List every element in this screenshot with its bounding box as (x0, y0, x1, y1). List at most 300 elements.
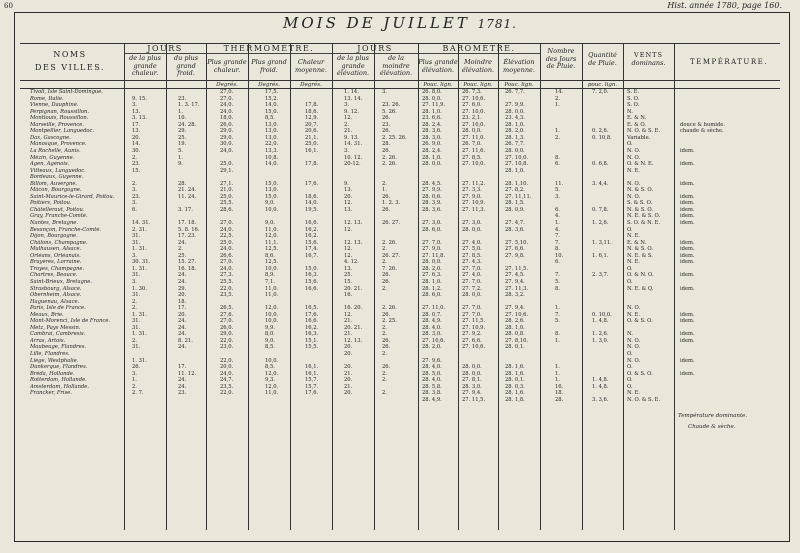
cell-bmoy: 27. 8,10. (505, 337, 529, 344)
cell-pgfr: 11,0. (265, 292, 279, 299)
cell-name: Bruyères, Lorraine. (30, 259, 82, 266)
cell-pluie: 7. (555, 239, 560, 246)
cell-froid: 11. 12. (178, 370, 197, 377)
cell-jmoin: 2. (382, 370, 387, 377)
cell-name: Mézin, Guyenne. (30, 154, 75, 161)
cell-bmoy: 27. 10,0. (505, 154, 529, 161)
cell-name: Orléans, Orléanais. (30, 252, 81, 259)
cell-pgch: 29,0. (220, 134, 234, 141)
cell-bmoy: 28. 1,6. (505, 370, 525, 377)
cell-pgfr: 9,0. (265, 200, 275, 207)
cell-chaud: 20. (132, 134, 141, 141)
col-header-jours-pluie: Nombre des Jours de Pluie. (545, 47, 577, 70)
cell-pluie: 6. (555, 161, 560, 168)
cell-vent: E. & N. (627, 115, 647, 122)
cell-pgfr: 14,0. (265, 102, 279, 109)
cell-bmoin: 27. 11,0. (462, 134, 486, 141)
cell-bmoin: 27. 10,6. (462, 344, 486, 351)
cell-froid: 23. (178, 390, 187, 397)
cell-pgch: 21,0. (220, 187, 234, 194)
cell-bmoin: 27. 8,1. (462, 377, 482, 384)
cell-chaud: 14. (132, 141, 141, 148)
cell-bmoy: 27. 10,8. (505, 161, 529, 168)
cell-bmoy: 26. 7,7. (505, 141, 525, 148)
cell-pluie: 1. (555, 102, 560, 109)
cell-bplus: 27. 9,0. (422, 246, 442, 253)
cell-froid: 19. (178, 141, 187, 148)
cell-chaud: 26. (132, 364, 141, 371)
cell-pgfr: 8,5. (265, 344, 275, 351)
cell-qte: 1. 3,0. (592, 337, 609, 344)
cell-qte: 1. 4,8. (592, 383, 609, 390)
cell-pgfr: 15,2. (265, 95, 279, 102)
col-header-quantite-pluie: Quantité de Pluie. (588, 51, 617, 67)
cell-froid: 24. (178, 344, 187, 351)
cell-bmoy: 28. 1,0. (505, 121, 525, 128)
cell-bmoin: 26. 7,3. (462, 89, 482, 95)
cell-pluie: 2. (555, 95, 560, 102)
cell-bmoin: 27. 6,6. (462, 337, 482, 344)
col-group-barometre: BAROMÈTRE. (442, 44, 516, 53)
cell-pgfr: 12,0. (265, 370, 279, 377)
cell-qte: 1. 2,6. (592, 220, 609, 226)
cell-pluie: 8. (555, 154, 560, 161)
cell-temp: idem. (680, 318, 695, 325)
cell-froid: 16. 18. (178, 265, 197, 272)
cell-temp: idem. (680, 161, 695, 168)
cell-froid: 24. (178, 324, 187, 331)
cell-name: Rome, Italie. (30, 95, 64, 102)
cell-pgch: 25,0. (220, 161, 234, 168)
cell-bmoin: 27. 11,6. (462, 147, 486, 154)
cell-pgfr: 10,0. (265, 357, 279, 364)
footer-note-title: Température dominante. (678, 413, 748, 419)
col-header-thermo-chaleur: Plus grande chaleur. (207, 58, 247, 74)
cell-vent: O. (627, 364, 633, 371)
cell-chaud: 2. (132, 305, 137, 312)
cell-pgfr: 13,0. (265, 187, 279, 194)
cell-froid: 8. 21. (178, 337, 193, 344)
cell-jelev: 21. (344, 331, 353, 338)
cell-name: Bordeaux, Guyenne. (30, 174, 84, 181)
cell-jmoin: 26. (382, 115, 391, 122)
col-header-baro-moyenne: Élévation moyenne. (503, 58, 535, 74)
cell-pgch: 25,5. (220, 200, 234, 207)
cell-chaud: 31. (132, 292, 141, 299)
cell-chaud: 31. (132, 272, 141, 279)
cell-bmoy: 28. 1,5. (505, 200, 525, 207)
cell-pgfr: 15,0. (265, 108, 279, 115)
cell-jmoin: 26. (382, 147, 391, 154)
cell-froid: 3. 17. (178, 206, 193, 213)
cell-chmoy: 16,2. (305, 324, 319, 331)
cell-jmoin: 26. (382, 128, 391, 135)
cell-bmoy: 28. 1,3. (505, 134, 525, 141)
cell-bmoy: 28. 0,1. (505, 344, 525, 351)
cell-vent: S. & S. O. (627, 200, 653, 207)
cell-jelev: 21. (344, 383, 353, 390)
cell-name: Chartres, Beauce. (30, 272, 78, 279)
cell-pgfr: 8,5. (265, 364, 275, 371)
cell-bmoy: 28. 0,0. (505, 108, 525, 115)
cell-bmoy: 27. 4,5. (505, 272, 525, 279)
cell-name: Gray, Franche-Comté. (30, 213, 88, 220)
cell-bmoin: 27. 10,0. (462, 121, 486, 128)
cell-pgch: 25,0. (220, 239, 234, 246)
cell-chaud: 9. 15. (132, 95, 147, 102)
cell-pgch: 26,0. (220, 121, 234, 128)
cell-jmoin: 2. (382, 324, 387, 331)
cell-bplus: 28. 1,0. (422, 278, 442, 285)
cell-bmoy: 28. 0,1. (505, 377, 525, 384)
cell-jmoin: 23. 26. (382, 102, 401, 109)
cell-temp: idem. (680, 147, 695, 154)
cell-name: Montlouis, Roussillon. (30, 115, 89, 122)
cell-bmoin: 27. 4,0. (462, 272, 482, 279)
cell-vent: O. & N. O. (627, 272, 654, 279)
cell-vent: S. E. (627, 89, 640, 95)
cell-bplus: 28. 2,0. (422, 265, 442, 272)
page-header-note: Hist. année 1780, page 160. (667, 1, 782, 10)
cell-chaud: 1. 31. (132, 265, 147, 272)
cell-pluie: 6. (555, 259, 560, 266)
cell-bmoin: 28. 3,0. (462, 383, 482, 390)
cell-bmoy: 28. 0,8. (505, 331, 525, 338)
cell-pgfr: 9,9. (265, 324, 275, 331)
cell-vent: N. O. (627, 337, 641, 344)
cell-name: Mulhausen, Alsace. (30, 246, 82, 253)
cell-vent: N. E. & Q. (627, 285, 654, 292)
col-header-thermo-moyenne: Chaleur moyenne. (295, 58, 327, 74)
cell-pgfr: 15,0. (265, 193, 279, 200)
cell-pgfr: 8,0. (265, 331, 275, 338)
cell-pgfr: 10,0. (265, 311, 279, 318)
cell-bmoin: 27. 9,2. (462, 331, 482, 338)
cell-chmoy: 16,3. (305, 331, 319, 338)
cell-froid: 24. 28. (178, 121, 197, 128)
cell-bplus: 28. 5,0. (422, 370, 442, 377)
cell-pgch: 24,0. (220, 265, 234, 272)
cell-bplus: 28. 2,4. (422, 121, 442, 128)
cell-bplus: 28. 4,9. (422, 318, 442, 325)
cell-temp: idem. (680, 337, 695, 344)
cell-bplus: 28. 2,4. (422, 147, 442, 154)
unit-pouces: Pouc. lign. (423, 82, 453, 88)
cell-jelev: 12. (344, 311, 353, 318)
unit-degres: Degrés. (300, 82, 322, 88)
cell-chmoy: 16,7. (305, 252, 319, 259)
cell-bmoin: 27. 8,5. (462, 154, 482, 161)
cell-chmoy: 21,1. (305, 134, 319, 141)
cell-vent: O. & S. O. (627, 370, 653, 377)
cell-name: Strasbourg, Alsace. (30, 285, 82, 292)
cell-temp: chaude & sèche. (680, 128, 724, 135)
cell-chaud: 3. (132, 200, 137, 207)
cell-froid: 20. (178, 292, 187, 299)
cell-jmoin: 2. (382, 331, 387, 338)
cell-pgch: 28,6. (220, 206, 234, 213)
col-group-jours: JOURS (147, 44, 183, 53)
cell-qte: 1. 3,11. (592, 239, 612, 246)
cell-temp: idem. (680, 246, 695, 253)
cell-jelev: 12. 13. (344, 239, 363, 246)
cell-jmoin: 2. (382, 390, 387, 397)
cell-name: Paris, Isle de France. (30, 305, 86, 312)
cell-bmoin: 27. 3,3. (462, 187, 482, 194)
unit-degres: Degrés. (216, 82, 238, 88)
cell-bplus: 27. 11,8. (422, 252, 446, 259)
cell-bmoin: 27. 10,0. (462, 161, 486, 168)
cell-jelev: 12. 13. (344, 337, 363, 344)
cell-bmoy: 28. 0,9. (505, 206, 525, 213)
cell-vent: S. O. (627, 102, 640, 109)
cell-name: La Rochelle, Aunis. (30, 147, 81, 154)
cell-chmoy: 15,1. (305, 337, 319, 344)
cell-name: Dunkerque, Flandres. (30, 364, 88, 371)
cell-jelev: 4. 12. (344, 259, 359, 266)
cell-bmoin: 27. 11,3. (462, 206, 486, 213)
cell-pluie: 7. (555, 233, 560, 240)
cell-chaud: 2. (132, 180, 137, 187)
cell-temp: idem. (680, 259, 695, 266)
cell-jmoin: 2. 25. (382, 318, 397, 325)
cell-bplus: 28. 6,0. (422, 226, 442, 233)
col-header-baro-moindre: Moindre élévation. (461, 58, 495, 74)
cell-pgch: 24,0. (220, 147, 234, 154)
cell-pgch: 27,0. (220, 220, 234, 226)
cell-chmoy: 17,8. (305, 161, 319, 168)
cell-temp: idem. (680, 285, 695, 292)
cell-bplus: 28. 4,0. (422, 364, 442, 371)
cell-pluie: 8. (555, 246, 560, 253)
cell-jelev: 2. (344, 121, 349, 128)
cell-bmoin: 27. 4,0. (462, 239, 482, 246)
cell-chaud: 17. (132, 121, 141, 128)
cell-pgch: 22,0. (220, 337, 234, 344)
cell-bmoy: 27. 10,6. (505, 311, 529, 318)
col-group-jours-baro: JOURS (357, 44, 393, 53)
cell-chmoy: 16,6. (305, 220, 319, 226)
cell-vent: N. O. & S. E. (627, 396, 661, 403)
cell-pgfr: 13,0. (265, 128, 279, 135)
cell-chmoy: 15,7. (305, 377, 319, 384)
cell-vent: N. E. (627, 167, 640, 174)
cell-pgfr: 11,0. (265, 390, 279, 397)
cell-pgch: 29,0. (220, 331, 234, 338)
cell-froid: 20. (178, 311, 187, 318)
cell-jmoin: 7. 26. (382, 265, 397, 272)
cell-name: Poitiers, Poitou. (30, 200, 72, 207)
cell-chaud: 3. (132, 252, 137, 259)
cell-chaud: 3. (132, 187, 137, 194)
cell-vent: S. O. & N. E. (627, 220, 661, 226)
cell-pluie: 1. (555, 370, 560, 377)
cell-jmoin: 28. (382, 141, 391, 148)
cell-bmoin: 28. 0,0. (462, 370, 482, 377)
cell-pluie: 16. (555, 383, 564, 390)
cell-chaud: 1. 31. (132, 331, 147, 338)
cell-chmoy: 15,0. (305, 265, 319, 272)
cell-jmoin: 26. (382, 272, 391, 279)
left-page-number: 60 (4, 2, 13, 10)
cell-temp: idem. (680, 252, 695, 259)
cell-jelev: 10. 12. (344, 154, 363, 161)
cell-name: Arras, Artois. (30, 337, 66, 344)
cell-pgfr: 13,0. (265, 121, 279, 128)
cell-name: Lille, Flandres. (30, 351, 70, 357)
cell-jelev: 13. (344, 265, 353, 272)
cell-bmoy: 23. 4,3. (505, 115, 525, 122)
cell-bmoin: 27. 9,0. (462, 193, 482, 200)
cell-bplus: 28. 4,5. (422, 180, 442, 187)
cell-froid: 1. 3. 17. (178, 102, 200, 109)
unit-pouces: pouc. lign. (587, 82, 618, 88)
cell-pluie: 4. (555, 226, 560, 233)
cell-vent: N. O. (627, 344, 641, 351)
cell-chaud: 1. 31. (132, 357, 147, 364)
cell-vent: N. E. (627, 311, 640, 318)
cell-chaud: 2. 7. (132, 390, 144, 397)
cell-name: Montpellier, Languedoc. (30, 128, 95, 135)
cell-bmoy: 28. 1,6. (505, 364, 525, 371)
cell-bmoin: 27. 7,0. (462, 265, 482, 272)
cell-chaud: 1. 31. (132, 311, 147, 318)
cell-temp: idem. (680, 220, 695, 226)
cell-bmoin: 27. 9,4. (462, 390, 482, 397)
page-title (0, 14, 800, 32)
cell-pgfr: 12,0. (265, 383, 279, 390)
cell-bmoin: 27. 10,6. (462, 95, 486, 102)
cell-jelev: 12. (344, 115, 353, 122)
cell-pgch: 30,0. (220, 141, 234, 148)
cell-jelev: 16. 20. (344, 305, 363, 312)
cell-jelev: 3. (344, 102, 349, 109)
cell-temp: idem. (680, 213, 695, 220)
cell-pgch: 29,1. (220, 167, 234, 174)
cell-bplus: 28. 0,0. (422, 161, 442, 168)
cell-pgfr: 9,0. (265, 337, 275, 344)
cell-pluie: 2. (555, 134, 560, 141)
cell-pluie: 1. (555, 305, 560, 312)
cell-chaud: 31. (132, 324, 141, 331)
cell-chaud: 2. 31. (132, 226, 147, 233)
cell-bmoin: 27. 7,0. (462, 278, 482, 285)
cell-chaud: 15. (132, 167, 141, 174)
cell-qte: 1. 2,6. (592, 331, 609, 338)
cell-froid: 15. 27. (178, 259, 197, 266)
cell-pgch: 24,0. (220, 370, 234, 377)
cell-vent: E. & N. (627, 239, 647, 246)
cell-bmoy: 27. 11,3. (505, 285, 529, 292)
cell-pgch: 22,0. (220, 357, 234, 364)
cell-bmoy: 28. 1,6. (505, 390, 525, 397)
cell-vent: O. (627, 383, 633, 390)
cell-jmoin: 26. 27. (382, 252, 401, 259)
cell-bplus: 26. 8,0. (422, 89, 442, 95)
cell-froid: 25. (178, 252, 187, 259)
cell-vent: N. O. (627, 147, 641, 154)
cell-qte: 2. 3,7. (592, 272, 609, 279)
cell-name: Obernheim, Alsace. (30, 292, 82, 299)
cell-bplus: 28. 3,0. (422, 134, 442, 141)
cell-froid: 17. 18. (178, 220, 197, 226)
cell-bplus: 28. 3,8. (422, 390, 442, 397)
cell-bmoin: 27. 8,5. (462, 252, 482, 259)
cell-pluie: 3. (555, 193, 560, 200)
cell-pluie: 5. (555, 278, 560, 285)
cell-chmoy: 16,6. (305, 318, 319, 325)
cell-pluie: 8. (555, 331, 560, 338)
cell-pgch: 29,0. (220, 128, 234, 135)
cell-bplus: 27. 6,3. (422, 272, 442, 279)
cell-pgch: 22,0. (220, 390, 234, 397)
cell-chaud: 1. (132, 377, 137, 384)
cell-jmoin: 26. (382, 193, 391, 200)
cell-chaud: 30. 31. (132, 259, 151, 266)
cell-name: Besançon, Franche-Comté. (30, 226, 102, 233)
cell-pgfr: 17,5. (265, 89, 279, 95)
cell-temp: idem. (680, 239, 695, 246)
cell-pgfr: 9,3. (265, 377, 275, 384)
cell-chaud: 31. (132, 318, 141, 325)
cell-jmoin: 2. (382, 285, 387, 292)
cell-vent: S. O. (627, 95, 640, 102)
cell-qte: 7. 2,0. (592, 89, 609, 95)
cell-jmoin: 2. 26. (382, 239, 397, 246)
cell-bmoy: 27. 11,11. (505, 193, 532, 200)
cell-bmoy: 27. 9,4. (505, 278, 525, 285)
col-group-thermometre: THERMOMÈTRE. (223, 44, 315, 53)
unit-pouces: Pouc. lign. (463, 82, 493, 88)
col-header-temperature: TEMPÉRATURE. (690, 58, 768, 66)
cell-froid: 29. (178, 128, 187, 135)
cell-bplus: 28. 1,2. (422, 285, 442, 292)
cell-froid: 17. 23. (178, 233, 197, 240)
cell-bplus: 28. 0,0. (422, 259, 442, 266)
cell-pluie: 1. (555, 364, 560, 371)
cell-bmoin: 27. 4,3. (462, 259, 482, 266)
cell-pgfr: 10,8. (265, 154, 279, 161)
cell-qte: 1. 6,1. (592, 252, 609, 259)
header-bottom-rule (20, 80, 780, 81)
col-header-jour-froid: du plus grand froid. (173, 54, 199, 77)
cell-pluie: 7. (555, 272, 560, 279)
cell-jelev: 20. 21. (344, 324, 363, 331)
cell-pgch: 24,0. (220, 246, 234, 253)
cell-jelev: 15. (344, 278, 353, 285)
cell-name: Maubeuge, Flandres. (30, 344, 87, 351)
cell-vent: N. E. (627, 259, 640, 266)
cell-pgfr: 7,1. (265, 278, 275, 285)
cell-froid: 18. (178, 298, 187, 305)
cell-chmoy: 16,2. (305, 226, 319, 233)
cell-pgfr: 12,0. (265, 305, 279, 312)
cell-bmoy: 27. 4,7. (505, 220, 525, 226)
cell-bmoy: 28. 2,0. (505, 128, 525, 135)
cell-vent: N. E. & S. (627, 252, 653, 259)
cell-name: Nantes, Bretagne. (30, 220, 79, 226)
cell-pgfr: 13,0. (265, 134, 279, 141)
cell-name: Vitteaux, Languedoc. (30, 167, 86, 174)
cell-name: Tivoli, Isle Saint-Domingue. (30, 89, 103, 95)
cell-vent: N. E. & S. O. (627, 213, 661, 220)
cell-bmoin: 28. 0,0. (462, 292, 482, 299)
cell-chmoy: 17,8. (305, 102, 319, 109)
cell-bmoin: 27. 10,9. (462, 324, 486, 331)
cell-chmoy: 17,4. (305, 246, 319, 253)
cell-chmoy: 17,6. (305, 390, 319, 397)
cell-pgch: 24,7. (220, 377, 234, 384)
